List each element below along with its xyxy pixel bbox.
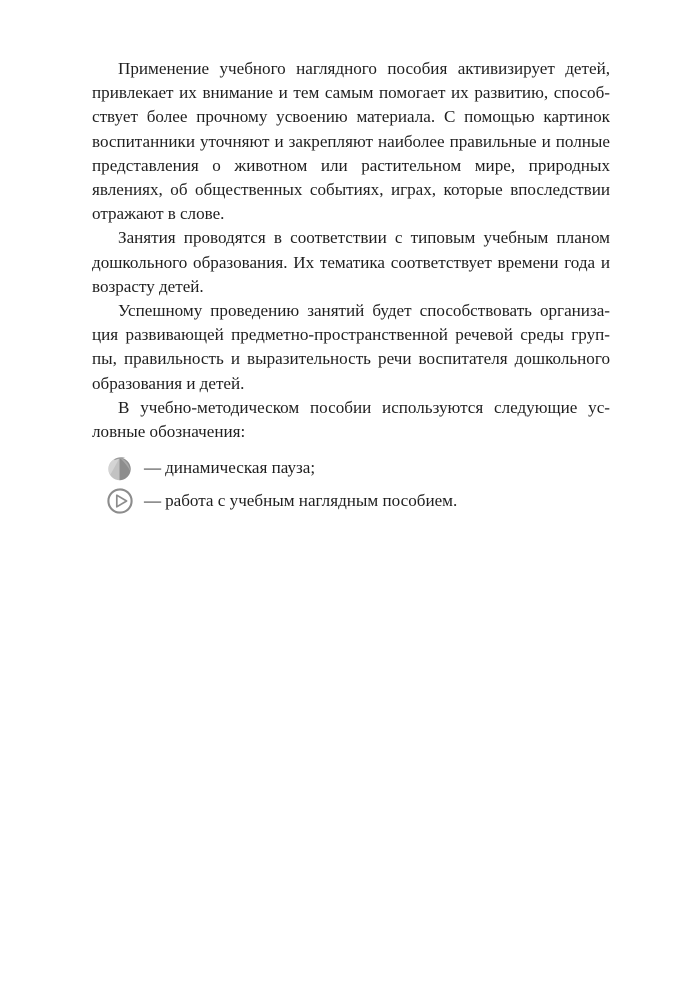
ball-icon xyxy=(105,453,135,483)
legend-item-label xyxy=(144,456,315,480)
paragraph-1: Применение учебного наглядного пособия активизирует детей, привлекает их внимание и тем самым помогает их развитию, способствует более прочному усвоению материала. С помощью картинок воспитанники уточняют и закрепляют наиболее правильные и полные представления о животном или растительном мире, природных явлениях, об общественных событиях, играх, которые впоследствии отражают в слове. xyxy=(92,59,610,224)
em-dash: — xyxy=(144,457,162,477)
paragraph-2: Занятия проводятся в соответствии с типовым учебным планом дошкольного образования. Их тематика соответствует времени года и возрасту детей. xyxy=(92,228,610,296)
paragraph-3: Успешному проведению занятий будет способствовать организация развивающей предметно-пространственной речевой среды группы, правильность и выразительность речи воспитателя дошкольного образования и детей. xyxy=(92,301,610,393)
legend-label-text: динамическая пауза; xyxy=(165,457,316,477)
play-circle-icon xyxy=(105,486,135,516)
legend-item-dynamic-pause xyxy=(92,451,610,484)
em-dash: — xyxy=(144,490,162,510)
legend-list xyxy=(92,451,610,517)
legend-item-label xyxy=(144,489,457,513)
legend-label-text: работа с учебным наглядным пособием. xyxy=(165,490,458,510)
body-text-block xyxy=(92,57,610,517)
paragraph-4: В учебно-методическом пособии используются следующие условные обозначения: xyxy=(92,397,610,442)
legend-item-visual-aid xyxy=(92,484,610,517)
